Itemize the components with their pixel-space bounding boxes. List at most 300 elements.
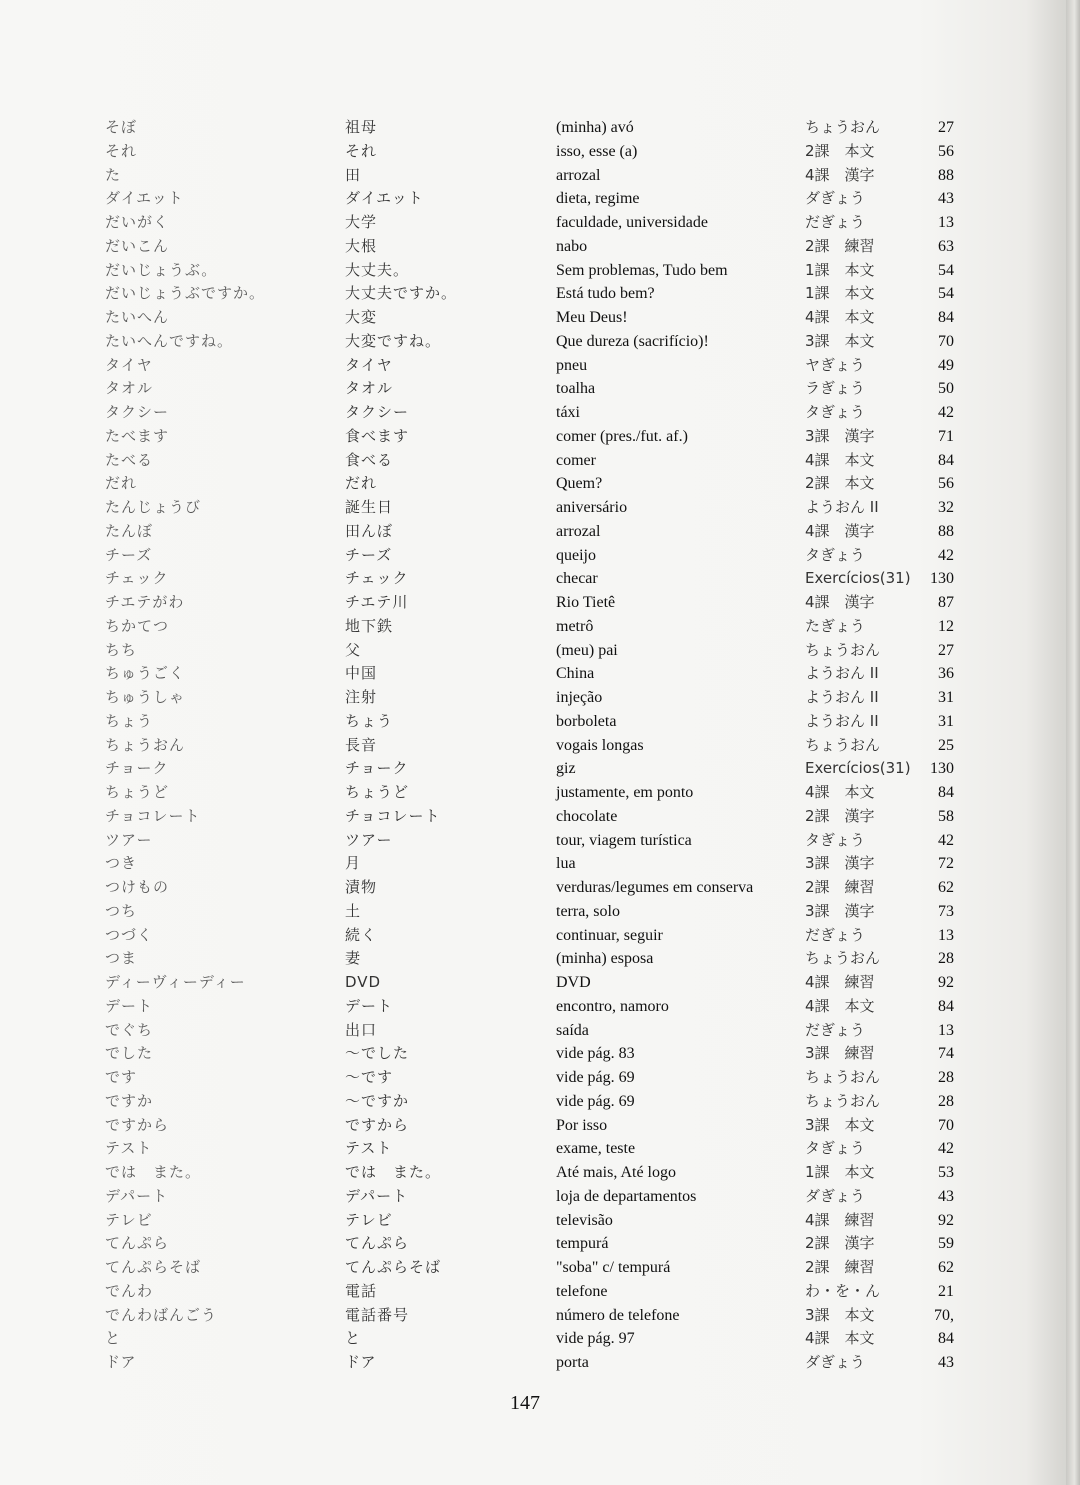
list-item [0, 449, 1000, 473]
entry-lesson-ref: 4課 練習 [805, 973, 875, 991]
entry-kana: では また。 [105, 1163, 202, 1181]
entry-kana: タオル [105, 379, 154, 398]
entry-kana: でんわばんごう [105, 1305, 218, 1324]
entry-written: 長音 [345, 735, 378, 754]
entry-kana: つち [105, 901, 138, 920]
list-item [0, 686, 1000, 710]
entry-kana: タクシー [105, 403, 170, 421]
entry-kana: ちかてつ [105, 616, 170, 635]
entry-kana: と [105, 1329, 122, 1348]
entry-lesson-ref: タぎょう [805, 1139, 866, 1158]
entry-lesson-ref: ヤぎょう [805, 355, 866, 374]
list-item [0, 947, 1000, 971]
list-item [0, 1185, 1000, 1209]
entry-written: 続く [345, 925, 378, 944]
entry-page: 70 [938, 1116, 954, 1134]
entry-lesson-ref: だぎょう [805, 925, 866, 944]
list-item [0, 211, 1000, 235]
entry-written: 出口 [345, 1020, 378, 1039]
entry-translation: Até mais, Até logo [556, 1164, 676, 1181]
entry-translation: Quem? [556, 475, 603, 493]
entry-translation: telefone [556, 1282, 608, 1300]
entry-lesson-ref: 4課 本文 [805, 783, 875, 801]
entry-kana: です [105, 1068, 138, 1086]
entry-page: 88 [938, 522, 954, 540]
entry-translation: (minha) avó [556, 119, 634, 136]
entry-lesson-ref: 2課 練習 [805, 878, 875, 896]
entry-lesson-ref: たぎょう [805, 616, 866, 635]
entry-lesson-ref: 3課 練習 [805, 1044, 875, 1063]
entry-translation: borboleta [556, 712, 617, 730]
list-item [0, 567, 1000, 591]
list-item [0, 306, 1000, 330]
entry-written: デパート [345, 1186, 409, 1205]
list-item [0, 520, 1000, 544]
list-item [0, 1114, 1000, 1138]
list-item [0, 1066, 1000, 1090]
entry-translation: faculdade, universidade [556, 214, 708, 231]
entry-written: だれ [345, 474, 378, 493]
entry-page: 42 [938, 546, 954, 564]
entry-written: ダイエット [345, 189, 424, 208]
entry-translation: nabo [556, 237, 588, 255]
entry-translation: aniversário [556, 499, 628, 516]
entry-lesson-ref: 4課 漢字 [805, 521, 875, 540]
entry-written: チーズ [345, 545, 393, 564]
entry-page: 42 [938, 1140, 954, 1158]
entry-kana: た [105, 165, 122, 184]
entry-page: 92 [938, 1211, 954, 1229]
entry-lesson-ref: 3課 漢字 [805, 854, 875, 873]
entry-written: それ [345, 141, 378, 160]
list-item [0, 876, 1000, 900]
entry-page: 92 [938, 974, 954, 991]
entry-translation: giz [556, 760, 576, 778]
entry-written: タクシー [345, 403, 410, 421]
entry-lesson-ref: ちょうおん [805, 118, 881, 136]
entry-translation: Sem problemas, Tudo bem [556, 261, 728, 279]
entry-page: 27 [938, 119, 954, 136]
entry-written: 土 [345, 901, 362, 920]
entry-page: 32 [938, 499, 954, 516]
entry-written: ～です [345, 1068, 394, 1086]
entry-lesson-ref: ダぎょう [805, 1186, 866, 1205]
entry-lesson-ref: 4課 本文 [805, 1329, 875, 1348]
entry-lesson-ref: 2課 練習 [805, 236, 875, 255]
entry-kana: でぐち [105, 1020, 154, 1039]
entry-lesson-ref: Exercícios(31) [805, 569, 911, 588]
entry-translation: porta [556, 1354, 589, 1371]
entry-translation: vide pág. 69 [556, 1092, 635, 1110]
entry-lesson-ref: ダぎょう [805, 1353, 866, 1371]
entry-page: 43 [938, 190, 954, 208]
entry-written: 誕生日 [345, 498, 394, 516]
entry-page: 13 [938, 1021, 954, 1039]
entry-lesson-ref: だぎょう [805, 1020, 866, 1039]
entry-translation: queijo [556, 546, 596, 564]
entry-lesson-ref: 3課 本文 [805, 331, 875, 350]
glossary-list [0, 116, 1000, 1375]
entry-written: チョコレート [345, 806, 441, 825]
list-item [0, 734, 1000, 758]
entry-page: 63 [938, 237, 954, 255]
entry-translation: televisão [556, 1211, 613, 1229]
list-item [0, 1280, 1000, 1304]
entry-page: 13 [938, 214, 954, 231]
entry-lesson-ref: ちょうおん [805, 640, 881, 659]
entry-lesson-ref: 3課 漢字 [805, 426, 875, 445]
list-item [0, 354, 1000, 378]
entry-page: 28 [938, 1069, 954, 1086]
list-item [0, 1161, 1000, 1185]
entry-page: 84 [938, 997, 954, 1015]
entry-page: 50 [938, 380, 954, 398]
entry-page: 43 [938, 1354, 954, 1371]
entry-page: 62 [938, 1259, 954, 1276]
entry-written: タイヤ [345, 355, 393, 374]
list-item [0, 330, 1000, 354]
list-item [0, 1256, 1000, 1280]
entry-written: チエテ川 [345, 593, 409, 611]
entry-page: 84 [938, 451, 954, 469]
list-item [0, 1042, 1000, 1066]
entry-lesson-ref: ようおん II [805, 498, 879, 516]
entry-kana: たべる [105, 450, 154, 469]
entry-written: 大丈夫。 [345, 260, 410, 279]
entry-lesson-ref: 1課 本文 [805, 284, 875, 303]
entry-written: タオル [345, 379, 394, 398]
entry-kana: ちょう [105, 711, 154, 730]
list-item [0, 1304, 1000, 1328]
entry-kana: でんわ [105, 1281, 154, 1300]
entry-translation: justamente, em ponto [556, 784, 694, 801]
entry-lesson-ref: 4課 漢字 [805, 593, 875, 611]
entry-lesson-ref: ちょうおん [805, 949, 881, 968]
entry-page: 130 [930, 570, 954, 588]
entry-translation: saída [556, 1021, 589, 1039]
entry-page: 88 [938, 166, 954, 184]
entry-translation: tour, viagem turística [556, 831, 692, 849]
entry-lesson-ref: 4課 本文 [805, 450, 875, 469]
entry-lesson-ref: わ・を・ん [805, 1281, 881, 1300]
entry-kana: つき [105, 854, 138, 873]
entry-lesson-ref: ようおん II [805, 664, 879, 683]
list-item [0, 662, 1000, 686]
entry-page: 70 [938, 332, 954, 350]
entry-kana: たいへんですね。 [105, 331, 234, 350]
list-item [0, 805, 1000, 829]
list-item [0, 496, 1000, 520]
entry-translation: toalha [556, 380, 596, 398]
entry-translation: dieta, regime [556, 190, 640, 208]
entry-kana: チョーク [105, 759, 169, 778]
entry-written: ちょう [345, 711, 394, 730]
entry-written: 田んぼ [345, 521, 394, 540]
entry-kana: ですか [105, 1091, 154, 1110]
entry-translation: Que dureza (sacrifício)! [556, 332, 709, 350]
entry-kana: つづく [105, 925, 154, 944]
entry-page: 42 [938, 404, 954, 421]
list-item [0, 995, 1000, 1019]
entry-kana: ちち [105, 640, 138, 659]
list-item [0, 544, 1000, 568]
entry-translation: terra, solo [556, 902, 620, 920]
entry-kana: それ [105, 141, 138, 160]
list-item [0, 757, 1000, 781]
entry-kana: ディーヴィーディー [105, 973, 246, 991]
entry-kana: つま [105, 949, 138, 968]
entry-page: 71 [938, 427, 954, 445]
entry-kana: デパート [105, 1186, 169, 1205]
list-item [0, 852, 1000, 876]
entry-translation: chocolate [556, 807, 618, 825]
entry-lesson-ref: ちょうおん [805, 1091, 881, 1110]
list-item [0, 1209, 1000, 1233]
list-item [0, 781, 1000, 805]
entry-kana: ちょうおん [105, 735, 186, 754]
entry-kana: だいこん [105, 236, 170, 255]
list-item [0, 401, 1000, 425]
entry-translation: encontro, namoro [556, 997, 669, 1015]
entry-written: ドア [345, 1353, 377, 1371]
entry-written: DVD [345, 973, 382, 991]
list-item [0, 1327, 1000, 1351]
entry-lesson-ref: 4課 本文 [805, 996, 875, 1015]
entry-lesson-ref: ちょうおん [805, 735, 881, 754]
entry-kana: だいじょうぶですか。 [105, 284, 266, 303]
entry-page: 70, [934, 1306, 954, 1324]
entry-translation: Está tudo bem? [556, 285, 655, 303]
entry-written: 電話番号 [345, 1305, 410, 1324]
entry-lesson-ref: ダぎょう [805, 189, 866, 208]
entry-translation: táxi [556, 404, 580, 421]
entry-translation: lua [556, 855, 576, 873]
list-item [0, 425, 1000, 449]
entry-written: デート [345, 996, 394, 1015]
entry-kana: タイヤ [105, 355, 153, 374]
entry-translation: pneu [556, 356, 588, 374]
entry-translation: Rio Tietê [556, 594, 616, 611]
entry-page: 49 [938, 356, 954, 374]
entry-translation: "soba" c/ tempurá [556, 1259, 671, 1276]
entry-translation: Por isso [556, 1116, 608, 1134]
entry-translation: exame, teste [556, 1140, 636, 1158]
entry-translation: (meu) pai [556, 641, 618, 659]
entry-kana: テレビ [105, 1210, 153, 1229]
entry-kana: てんぷら [105, 1234, 170, 1253]
entry-translation: isso, esse (a) [556, 142, 638, 160]
entry-page: 31 [938, 712, 954, 730]
entry-kana: でした [105, 1044, 154, 1063]
entry-written: 電話 [345, 1281, 378, 1300]
entry-kana: だれ [105, 474, 138, 493]
entry-page: 42 [938, 831, 954, 849]
entry-lesson-ref: タぎょう [805, 545, 866, 564]
entry-kana: ちょうど [105, 783, 170, 801]
entry-kana: ちゅうしゃ [105, 688, 186, 706]
list-item [0, 259, 1000, 283]
entry-page: 43 [938, 1187, 954, 1205]
entry-page: 72 [938, 855, 954, 873]
entry-lesson-ref: Exercícios(31) [805, 759, 911, 778]
entry-written: ですから [345, 1115, 410, 1134]
entry-written: 漬物 [345, 878, 378, 896]
list-item [0, 1351, 1000, 1375]
entry-translation: metrô [556, 617, 594, 635]
entry-page: 31 [938, 689, 954, 706]
entry-written: と [345, 1329, 362, 1348]
entry-lesson-ref: 1課 本文 [805, 1163, 875, 1181]
entry-page: 13 [938, 926, 954, 944]
entry-kana: チーズ [105, 545, 153, 564]
entry-translation: vide pág. 97 [556, 1330, 635, 1348]
entry-translation: comer (pres./fut. af.) [556, 427, 688, 445]
entry-kana: テスト [105, 1139, 153, 1158]
entry-page: 74 [938, 1045, 954, 1063]
entry-translation: arrozal [556, 166, 601, 184]
entry-translation: vide pág. 69 [556, 1069, 635, 1086]
entry-page: 62 [938, 879, 954, 896]
entry-written: てんぷらそば [345, 1258, 442, 1276]
entry-page: 54 [938, 261, 954, 279]
entry-translation: checar [556, 570, 598, 588]
entry-page: 130 [930, 760, 954, 778]
entry-page: 56 [938, 475, 954, 493]
entry-translation: número de telefone [556, 1306, 680, 1324]
list-item [0, 282, 1000, 306]
entry-written: てんぷら [345, 1234, 410, 1253]
entry-written: チェック [345, 569, 409, 588]
list-item [0, 924, 1000, 948]
entry-lesson-ref: 2課 練習 [805, 1258, 875, 1276]
entry-kana: ですから [105, 1115, 170, 1134]
entry-written: 大変 [345, 308, 378, 326]
entry-written: 中国 [345, 664, 378, 683]
entry-lesson-ref: 2課 漢字 [805, 806, 875, 825]
entry-written: 大変ですね。 [345, 331, 442, 350]
list-item [0, 472, 1000, 496]
entry-written: 田 [345, 165, 362, 184]
entry-lesson-ref: 2課 本文 [805, 474, 875, 493]
list-item [0, 1232, 1000, 1256]
entry-written: 大学 [345, 213, 378, 231]
entry-page: 28 [938, 950, 954, 968]
entry-translation: China [556, 665, 595, 683]
entry-page: 28 [938, 1092, 954, 1110]
entry-lesson-ref: ようおん II [805, 711, 879, 730]
entry-lesson-ref: 3課 本文 [805, 1305, 875, 1324]
entry-kana: ドア [105, 1353, 137, 1371]
entry-page: 53 [938, 1164, 954, 1181]
list-item [0, 591, 1000, 615]
entry-page: 27 [938, 641, 954, 659]
entry-translation: tempurá [556, 1235, 609, 1253]
entry-translation: arrozal [556, 522, 601, 540]
list-item [0, 615, 1000, 639]
entry-written: 祖母 [345, 118, 378, 136]
entry-translation: verduras/legumes em conserva [556, 879, 754, 896]
entry-kana: ダイエット [105, 189, 184, 208]
list-item [0, 187, 1000, 211]
entry-kana: たべます [105, 426, 170, 445]
page-number: 147 [510, 1392, 540, 1414]
entry-kana: チェック [105, 569, 169, 588]
entry-lesson-ref: だぎょう [805, 213, 866, 231]
entry-written: ～ですか [345, 1091, 410, 1110]
entry-page: 84 [938, 309, 954, 326]
entry-page: 58 [938, 807, 954, 825]
list-item [0, 900, 1000, 924]
entry-translation: (minha) esposa [556, 950, 654, 968]
entry-lesson-ref: タぎょう [805, 403, 866, 421]
entry-page: 12 [938, 617, 954, 635]
entry-translation: injeção [556, 689, 603, 706]
entry-lesson-ref: 3課 本文 [805, 1115, 875, 1134]
entry-page: 87 [938, 594, 954, 611]
entry-translation: DVD [556, 974, 591, 991]
entry-written: 地下鉄 [345, 616, 394, 635]
entry-translation: vogais longas [556, 736, 644, 754]
list-item [0, 140, 1000, 164]
list-item [0, 710, 1000, 734]
list-item [0, 1090, 1000, 1114]
entry-written: ちょうど [345, 783, 410, 801]
entry-kana: たんぼ [105, 521, 154, 540]
entry-lesson-ref: 4課 本文 [805, 308, 875, 326]
entry-lesson-ref: 1課 本文 [805, 260, 875, 279]
entry-kana: デート [105, 996, 154, 1015]
entry-lesson-ref: 3課 漢字 [805, 901, 875, 920]
entry-lesson-ref: 4課 漢字 [805, 165, 875, 184]
entry-lesson-ref: 2課 漢字 [805, 1234, 875, 1253]
entry-written: 月 [345, 854, 362, 873]
entry-kana: ツアー [105, 830, 153, 849]
list-item [0, 1019, 1000, 1043]
entry-translation: Meu Deus! [556, 309, 628, 326]
list-item [0, 1137, 1000, 1161]
entry-kana: そぼ [105, 118, 138, 136]
entry-lesson-ref: ようおん II [805, 688, 879, 706]
entry-kana: てんぷらそば [105, 1258, 202, 1276]
entry-page: 56 [938, 142, 954, 160]
entry-written: 大丈夫ですか。 [345, 284, 458, 303]
entry-written: 注射 [345, 688, 378, 706]
entry-kana: チョコレート [105, 806, 201, 825]
entry-written: チョーク [345, 759, 409, 778]
entry-translation: comer [556, 451, 596, 469]
list-item [0, 829, 1000, 853]
entry-kana: ちゅうごく [105, 664, 186, 683]
entry-page: 84 [938, 784, 954, 801]
entry-written: テスト [345, 1139, 393, 1158]
entry-page: 21 [938, 1282, 954, 1300]
entry-written: 食べる [345, 450, 394, 469]
entry-written: 妻 [345, 949, 362, 968]
entry-page: 59 [938, 1235, 954, 1253]
entry-translation: vide pág. 83 [556, 1045, 635, 1063]
entry-kana: だいがく [105, 213, 170, 231]
entry-page: 84 [938, 1330, 954, 1348]
entry-written: 食べます [345, 426, 410, 445]
entry-translation: continuar, seguir [556, 926, 663, 944]
list-item [0, 971, 1000, 995]
entry-kana: チエテがわ [105, 593, 185, 611]
list-item [0, 639, 1000, 663]
entry-written: ～でした [345, 1044, 410, 1063]
entry-lesson-ref: 4課 練習 [805, 1210, 875, 1229]
entry-written: 父 [345, 640, 362, 659]
entry-lesson-ref: ラぎょう [805, 379, 866, 398]
